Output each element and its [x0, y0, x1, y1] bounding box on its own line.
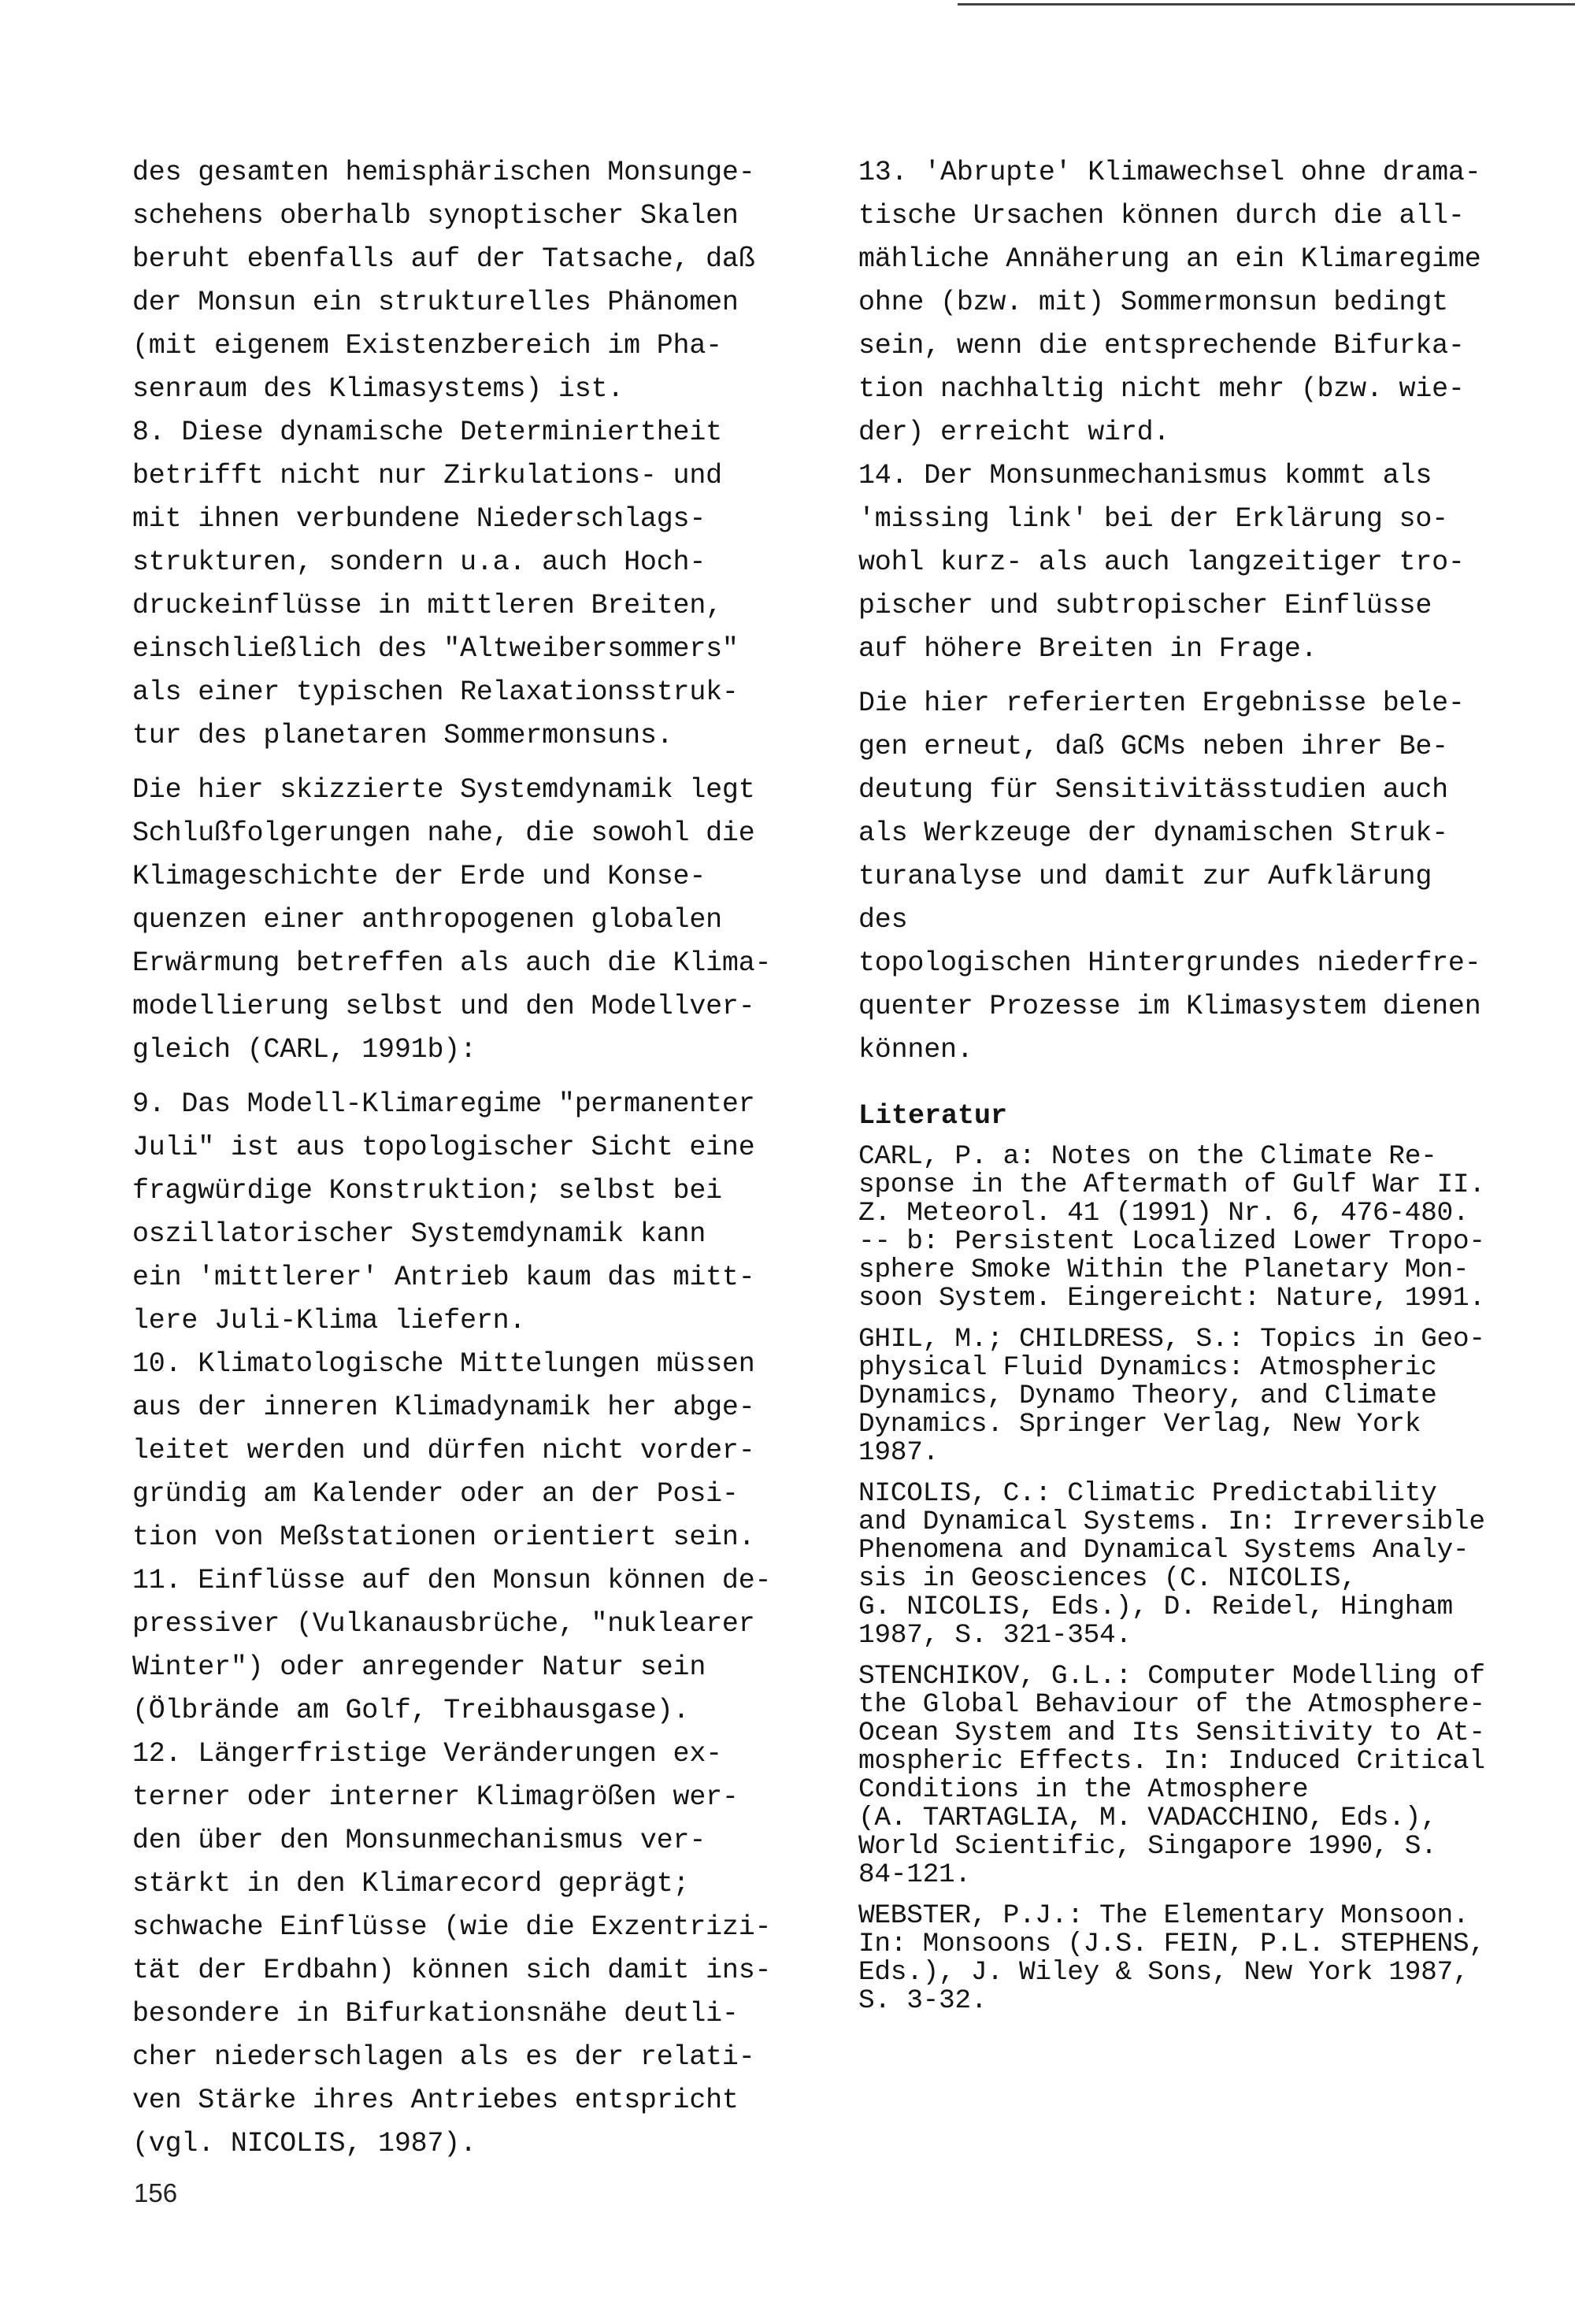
list-item-14: 14. Der Monsunmechanismus kommt als 'missing link' bei der Erklärung so- wohl kurz- als auch langzeitiger tro- pischer und subtropischer Einflüsse auf höhere Breiten in Frage.	[858, 460, 1465, 665]
list-item-12: 12. Längerfristige Veränderungen ex- terner oder interner Klimagrößen wer- den über den Monsunmechanismus ver- stärkt in den Klimarecord geprägt; schwache Einflüsse (wie die Exzentrizi- tät der Erdbahn) können sich damit ins- besondere in Bifurkationsnähe deutli- cher niederschlagen als es der relati- ven Stärke ihres Antriebes entspricht (vgl. NICOLIS, 1987).	[132, 1738, 772, 2159]
list-item-13: 13. 'Abrupte' Klimawechsel ohne drama- tische Ursachen können durch die all- mähliche Annäherung an ein Klimaregime ohne (bzw. mit) Sommermonsun bedingt sein, wenn die entsprechende Bifurka- tion nachhaltig nicht mehr (bzw. wie- der) erreicht wird.	[858, 157, 1481, 448]
list-item-11: 11. Einflüsse auf den Monsun können de- pressiver (Vulkanausbrüche, "nuklearer Winter") oder anregender Natur sein (Ölbrände am Golf, Treibhausgase).	[132, 1565, 772, 1726]
paragraph-conclusion: Die hier referierten Ergebnisse bele- gen erneut, daß GCMs neben ihrer Be- deutung für Sensitivitässtudien auch als Werkzeuge der dynamischen Struk- turanalyse und damit zur Aufklärung des topologischen Hintergrundes niederfre- quenter Prozesse im Klimasystem dienen können.	[858, 688, 1481, 1066]
reference-carl: CARL, P. a: Notes on the Climate Re- sponse in the Aftermath of Gulf War II. Z. Meteorol. 41 (1991) Nr. 6, 476-480. -- b: Persistent Localized Lower Tropo- sphere Smoke Within the Planetary Mon- soon System. Eingereicht: Nature, 1991.	[858, 1141, 1485, 1314]
list-item-10: 10. Klimatologische Mittelungen müssen aus der inneren Klimadynamik her abge- leitet werden und dürfen nicht vorder- gründig am Kalender oder an der Posi- tion von Meßstationen orientiert sein.	[132, 1348, 755, 1553]
top-rule	[958, 3, 1575, 6]
left-column	[132, 151, 810, 2166]
reference-nicolis: NICOLIS, C.: Climatic Predictability and Dynamical Systems. In: Irreversible Phenomena and Dynamical Systems Analy- sis in Geosciences (C. NICOLIS, G. NICOLIS, Eds.), D. Reidel, Hingham 1987, S. 321-354.	[858, 1478, 1485, 1651]
reference-stenchikov: STENCHIKOV, G.L.: Computer Modelling of the Global Behaviour of the Atmosphere- Ocean System and Its Sensitivity to At- mospheric Effects. In: Induced Critical Conditions in the Atmosphere (A. TARTAGLIA, M. VADACCHINO, Eds.), World Scientific, Singapore 1990, S. 84-121.	[858, 1661, 1485, 1890]
list-item-9: 9. Das Modell-Klimaregime "permanenter Juli" ist aus topologischer Sicht eine fragwürdige Konstruktion; selbst bei oszillatorischer Systemdynamik kann ein 'mittlerer' Antrieb kaum das mitt- lere Juli-Klima liefern.	[132, 1088, 755, 1336]
reference-webster: WEBSTER, P.J.: The Elementary Monsoon. In: Monsoons (J.S. FEIN, P.L. STEPHENS, Eds.), J. Wiley & Sons, New York 1987, S. 3-32.	[858, 1900, 1485, 2016]
paragraph-continuation: des gesamten hemisphärischen Monsunge- schehens oberhalb synoptischer Skalen beruht ebenfalls auf der Tatsache, daß der Monsun ein strukturelles Phänomen (mit eigenem Existenzbereich im Pha- senraum des Klimasystems) ist.	[132, 157, 755, 405]
list-item-8: 8. Diese dynamische Determiniertheit betrifft nicht nur Zirkulations- und mit ihnen verbundene Niederschlags- strukturen, sondern u.a. auch Hoch- druckeinflüsse in mittleren Breiten, einschließlich des "Altweibersommers" als einer typischen Relaxationsstruk- tur des planetaren Sommermonsuns.	[132, 417, 739, 751]
literature-heading: Literatur	[858, 1100, 1008, 1132]
paragraph-system-dynamics: Die hier skizzierte Systemdynamik legt Schlußfolgerungen nahe, die sowohl die Klimageschichte der Erde und Konse- quenzen einer anthropogenen globalen Erwärmung betreffen als auch die Klima- modellierung selbst und den Modellver- gleich (CARL, 1991b):	[132, 774, 772, 1066]
right-column	[858, 151, 1488, 2028]
reference-ghil: GHIL, M.; CHILDRESS, S.: Topics in Geo- physical Fluid Dynamics: Atmospheric Dynamics, Dynamo Theory, and Climate Dynamics. Springer Verlag, New York 1987.	[858, 1324, 1485, 1468]
page-number: 156	[134, 2178, 178, 2207]
